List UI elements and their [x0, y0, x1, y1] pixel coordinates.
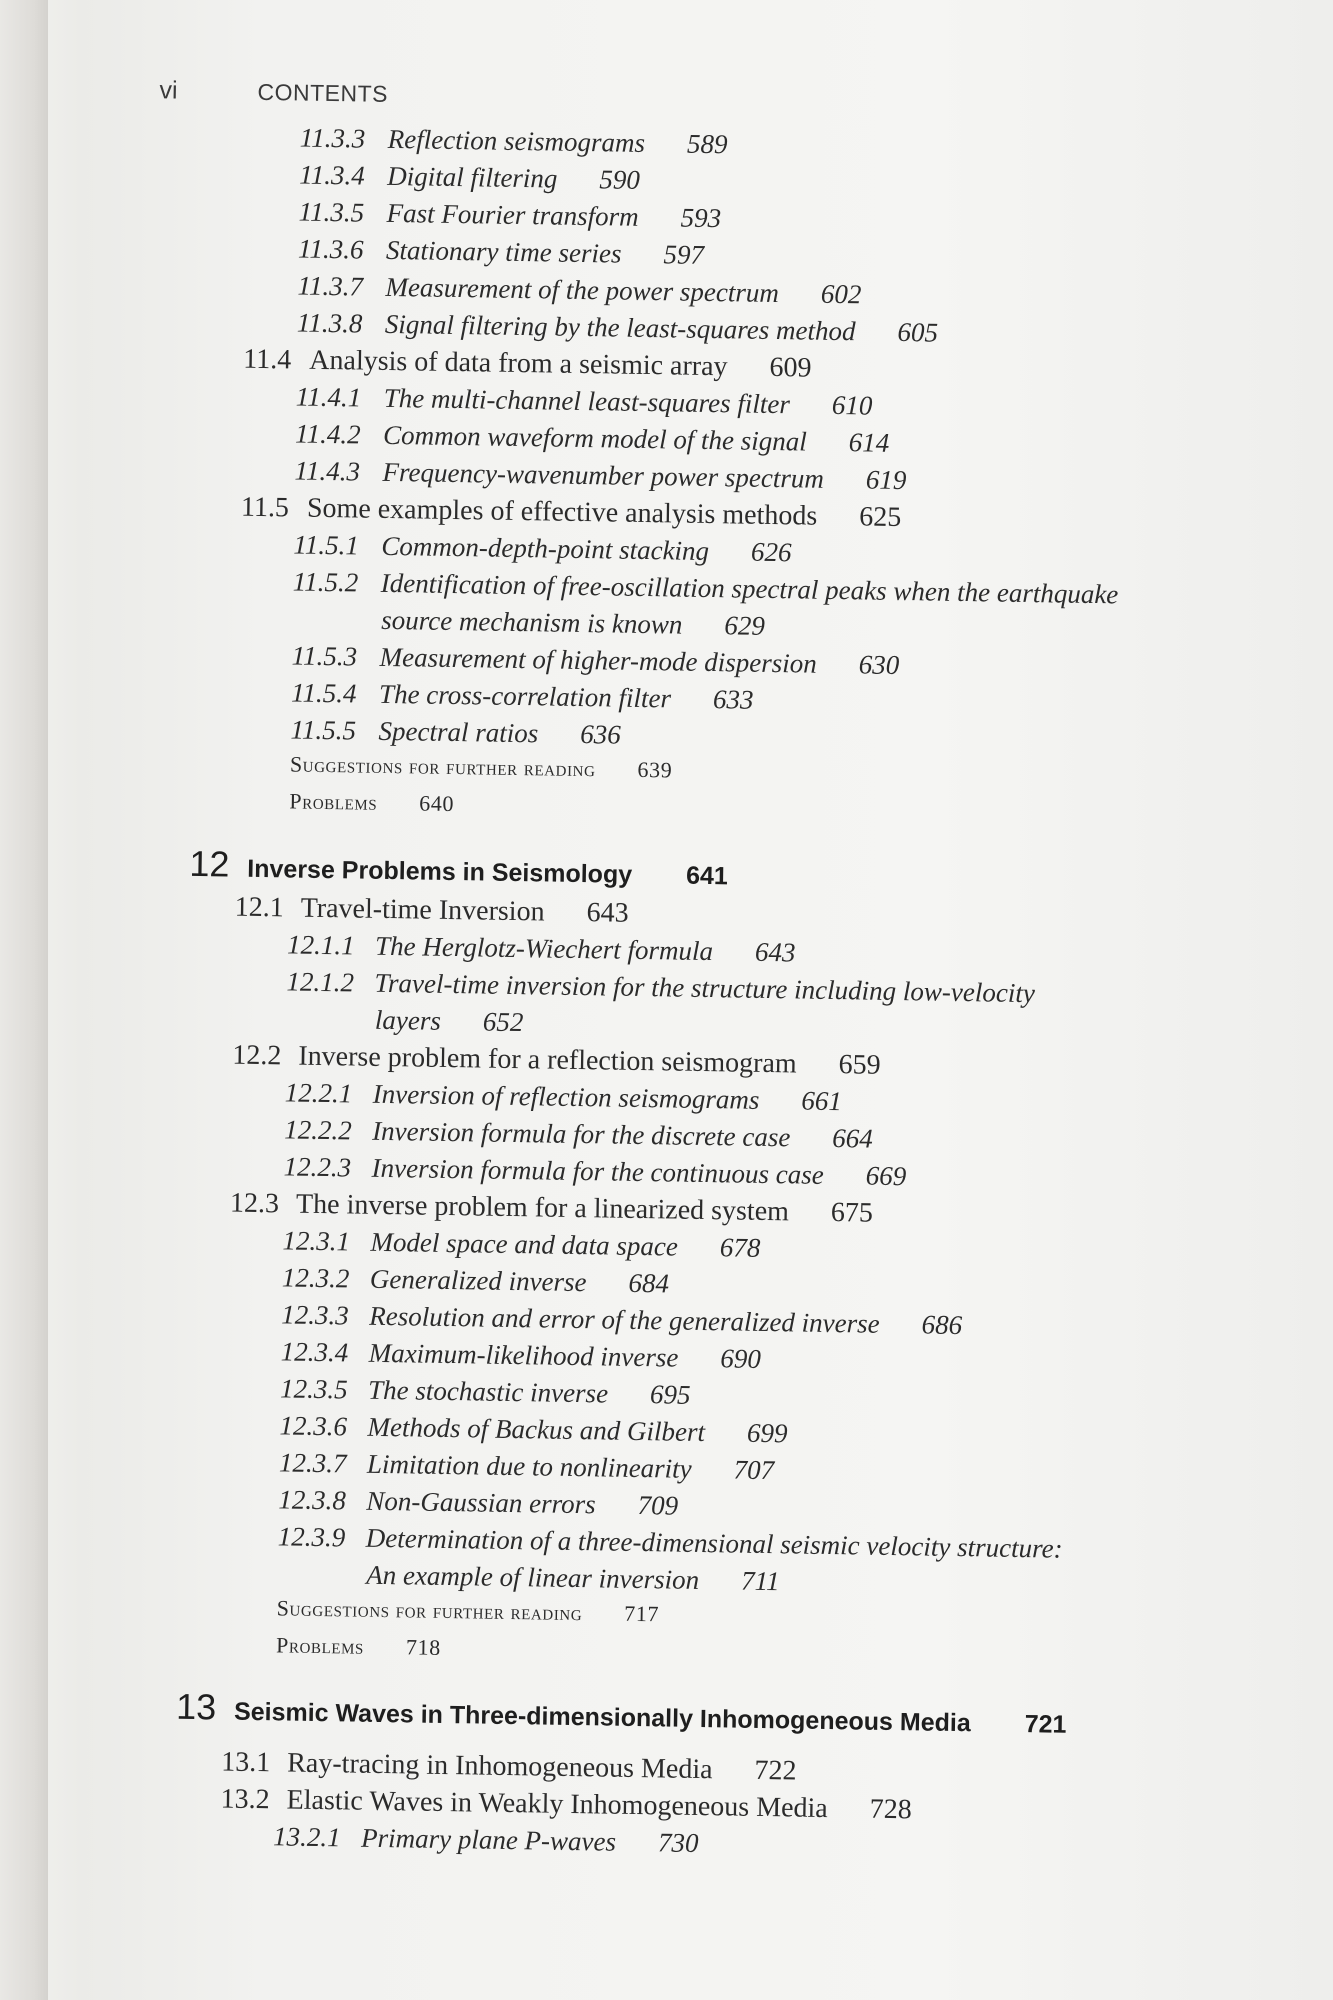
entry-number: 11.5.2 — [292, 566, 359, 598]
entry-number: 12.2.2 — [283, 1114, 352, 1146]
subsection-entry — [282, 1262, 670, 1299]
entry-title: Determination of a three-dimensional seismic velocity structure: — [365, 1522, 1063, 1564]
entry-page: 643 — [586, 897, 629, 929]
entry-title: Non-Gaussian errors — [366, 1485, 596, 1520]
entry-page: 695 — [649, 1379, 691, 1410]
subsection-entry — [299, 160, 640, 196]
running-header — [159, 76, 388, 109]
entry-page: 610 — [831, 389, 873, 421]
entry-title: The cross-correlation filter — [378, 678, 672, 714]
entry-page: 669 — [865, 1160, 907, 1192]
entry-number: 11.3.8 — [296, 307, 363, 339]
subsection-entry — [278, 1521, 1063, 1564]
backmatter-entry — [276, 1595, 659, 1627]
section-entry — [230, 1188, 873, 1230]
entry-page: 721 — [1024, 1710, 1067, 1739]
chapter-entry — [189, 843, 728, 893]
entry-number: 11.4.2 — [294, 418, 361, 450]
entry-number: 11.5.5 — [290, 714, 357, 746]
backmatter-entry — [276, 1632, 441, 1661]
entry-page: 639 — [637, 756, 673, 783]
entry-page: 707 — [733, 1454, 775, 1486]
entry-page: 614 — [848, 427, 890, 458]
entry-page: 629 — [724, 610, 766, 641]
entry-title: The inverse problem for a linearized system — [295, 1188, 790, 1228]
subsection-entry — [293, 566, 1119, 610]
table-of-contents — [139, 120, 1259, 1858]
entry-page: 661 — [801, 1085, 843, 1117]
entry-title: Inverse problem for a reflection seismogram — [298, 1040, 797, 1080]
subsection-entry — [285, 1077, 843, 1117]
entry-title: Reflection seismograms — [387, 123, 646, 158]
subsection-entry — [280, 1373, 691, 1410]
entry-number: 13.2 — [220, 1783, 270, 1816]
entry-number: 12.3.4 — [280, 1336, 349, 1368]
entry-title: Suggestions for further reading — [289, 751, 596, 782]
entry-title: Elastic Waves in Weakly Inhomogeneous Media — [286, 1784, 828, 1825]
entry-page: 626 — [750, 536, 792, 568]
subsection-entry — [293, 529, 792, 568]
entry-number: 11.3.5 — [298, 196, 365, 228]
entry-number: 12.3.2 — [281, 1262, 350, 1294]
contents-page — [110, 60, 1260, 1997]
entry-page: 589 — [686, 128, 728, 160]
entry-title: Resolution and error of the generalized inverse — [369, 1300, 880, 1339]
entry-title: Analysis of data from a seismic array — [309, 344, 728, 383]
entry-number: 12.3.8 — [278, 1484, 347, 1516]
section-entry — [220, 1783, 912, 1826]
subsection-entry — [295, 418, 890, 458]
entry-number: 12.3.7 — [278, 1447, 347, 1479]
subsection-entry — [283, 1151, 906, 1192]
subsection-entry — [287, 929, 796, 968]
subsection-entry — [375, 1005, 524, 1038]
subsection-entry — [273, 1821, 699, 1859]
subsection-entry — [294, 455, 906, 496]
entry-title: source mechanism is known — [381, 604, 683, 640]
entry-number: 12.1.1 — [286, 929, 355, 961]
entry-number: 12.3.9 — [277, 1521, 346, 1553]
subsection-entry — [297, 271, 861, 311]
entry-page: 718 — [405, 1634, 442, 1660]
entry-title: Common-depth-point stacking — [381, 530, 710, 566]
section-entry — [241, 492, 902, 534]
subsection-entry — [291, 677, 754, 715]
subsection-entry — [281, 1299, 962, 1341]
subsection-entry — [279, 1410, 787, 1449]
subsection-entry — [298, 197, 721, 235]
entry-page: 636 — [579, 718, 621, 750]
entry-page: 699 — [746, 1417, 788, 1449]
entry-title: Travel-time Inversion — [300, 892, 545, 928]
entry-page: 730 — [657, 1827, 699, 1858]
entry-page: 593 — [680, 202, 722, 234]
entry-number: 11.4.1 — [295, 381, 362, 413]
backmatter-entry — [290, 751, 673, 783]
entry-number: 12.2.3 — [283, 1151, 352, 1183]
entry-number: 11.5 — [240, 491, 290, 524]
entry-page: 630 — [858, 649, 900, 680]
entry-page: 686 — [921, 1309, 963, 1341]
book-gutter — [0, 0, 48, 2000]
entry-number: 11.3.3 — [299, 122, 366, 154]
section-entry — [243, 344, 812, 385]
entry-number: 12.1 — [234, 891, 284, 924]
entry-number: 12 — [189, 842, 230, 885]
entry-title: Signal filtering by the least-squares method — [384, 308, 856, 347]
entry-title: Problems — [289, 788, 378, 815]
subsection-entry — [278, 1484, 678, 1521]
entry-page: 717 — [624, 1600, 660, 1627]
entry-title: The stochastic inverse — [367, 1374, 609, 1409]
subsection-entry — [298, 234, 704, 271]
entry-number: 13 — [175, 1685, 217, 1728]
entry-page: 619 — [865, 464, 907, 496]
entry-title: Model space and data space — [370, 1226, 679, 1262]
entry-number: 12.3.6 — [279, 1410, 348, 1442]
entry-title: Maximum-likelihood inverse — [368, 1337, 679, 1373]
running-title: CONTENTS — [257, 78, 389, 107]
entry-page: 640 — [419, 790, 455, 817]
entry-page: 602 — [820, 278, 862, 310]
entry-number: 13.2.1 — [272, 1821, 341, 1853]
entry-number: 11.3.6 — [297, 233, 364, 265]
entry-number: 12.3.1 — [282, 1225, 351, 1257]
entry-title: layers — [374, 1004, 442, 1036]
subsection-entry — [295, 381, 872, 421]
entry-title: Suggestions for further reading — [276, 1595, 583, 1626]
entry-title: Digital filtering — [386, 160, 558, 194]
entry-number: 12.2.1 — [284, 1077, 353, 1109]
subsection-entry — [286, 966, 1035, 1009]
subsection-entry — [381, 605, 765, 642]
subsection-entry — [366, 1560, 780, 1597]
subsection-entry — [300, 123, 728, 161]
entry-page: 678 — [719, 1232, 761, 1263]
entry-number: 12.2 — [232, 1039, 282, 1072]
entry-page: 659 — [838, 1049, 881, 1081]
entry-page: 643 — [754, 936, 796, 968]
entry-page: 675 — [830, 1196, 874, 1229]
entry-number: 12.3 — [229, 1187, 280, 1220]
entry-title: Generalized inverse — [369, 1263, 587, 1298]
entry-page: 709 — [637, 1489, 679, 1521]
entry-number: 12.3.3 — [281, 1299, 350, 1331]
entry-title: Methods of Backus and Gilbert — [367, 1411, 706, 1448]
subsection-entry — [279, 1447, 775, 1486]
entry-page: 633 — [712, 684, 754, 715]
entry-title: Travel-time inversion for the structure including low-velocity — [374, 967, 1036, 1009]
entry-number: 11.5.4 — [290, 677, 357, 709]
chapter-entry — [176, 1686, 1067, 1742]
entry-page: 641 — [685, 861, 729, 891]
entry-title: Problems — [275, 1632, 365, 1659]
entry-title: Frequency-wavenumber power spectrum — [382, 456, 825, 494]
entry-title: Some examples of effective analysis methods — [306, 492, 818, 532]
entry-title: An example of linear inversion — [365, 1559, 700, 1595]
entry-page: 609 — [769, 351, 812, 384]
backmatter-entry — [289, 788, 454, 817]
entry-page: 652 — [482, 1006, 524, 1038]
entry-number: 12.1.2 — [286, 966, 355, 998]
entry-page: 728 — [869, 1793, 912, 1826]
entry-title: Fast Fourier transform — [386, 197, 639, 232]
subsection-entry — [284, 1114, 873, 1154]
entry-title: The multi-channel least-squares filter — [383, 382, 791, 420]
entry-title: Primary plane P-waves — [360, 1822, 617, 1857]
subsection-entry — [297, 307, 939, 348]
entry-page: 722 — [754, 1754, 797, 1787]
section-entry — [232, 1040, 881, 1082]
entry-title: Ray-tracing in Inhomogeneous Media — [287, 1747, 713, 1786]
entry-title: The Herglotz-Wiechert formula — [374, 930, 714, 967]
entry-title: Seismic Waves in Three-dimensionally Inhomogeneous Media — [233, 1697, 971, 1738]
subsection-entry — [290, 714, 621, 750]
entry-number: 11.3.4 — [298, 159, 365, 191]
entry-title: Stationary time series — [385, 234, 622, 269]
entry-title: Measurement of higher-mode dispersion — [379, 641, 817, 679]
entry-number: 11.4.3 — [294, 455, 361, 487]
entry-number: 11.4 — [243, 343, 292, 376]
entry-title: Inversion formula for the continuous case — [371, 1152, 825, 1190]
entry-title: Inverse Problems in Seismology — [247, 854, 633, 889]
entry-page: 664 — [832, 1123, 874, 1154]
subsection-entry — [282, 1225, 760, 1264]
entry-title: Inversion formula for the discrete case — [371, 1115, 791, 1153]
entry-title: Spectral ratios — [378, 715, 539, 749]
entry-page: 684 — [628, 1267, 670, 1299]
entry-title: Identification of free-oscillation spectral peaks when the earthquake — [380, 567, 1119, 610]
entry-page: 690 — [720, 1343, 762, 1374]
entry-page: 597 — [663, 239, 705, 270]
entry-title: Limitation due to nonlinearity — [366, 1448, 692, 1484]
entry-page: 711 — [740, 1565, 780, 1597]
entry-page: 605 — [897, 316, 939, 348]
entry-number: 12.3.5 — [279, 1373, 348, 1405]
subsection-entry — [291, 640, 899, 681]
page-number: vi — [159, 76, 178, 105]
entry-title: Common waveform model of the signal — [382, 419, 808, 457]
entry-page: 625 — [859, 501, 902, 534]
section-entry — [221, 1746, 797, 1787]
entry-title: Measurement of the power spectrum — [385, 271, 780, 309]
section-entry — [234, 892, 628, 930]
entry-number: 11.5.3 — [291, 640, 358, 672]
entry-title: Inversion of reflection seismograms — [372, 1078, 760, 1115]
entry-page: 590 — [599, 164, 641, 195]
entry-number: 11.3.7 — [297, 270, 364, 302]
entry-number: 11.5.1 — [293, 529, 360, 561]
entry-number: 13.1 — [221, 1746, 271, 1779]
subsection-entry — [280, 1336, 761, 1375]
